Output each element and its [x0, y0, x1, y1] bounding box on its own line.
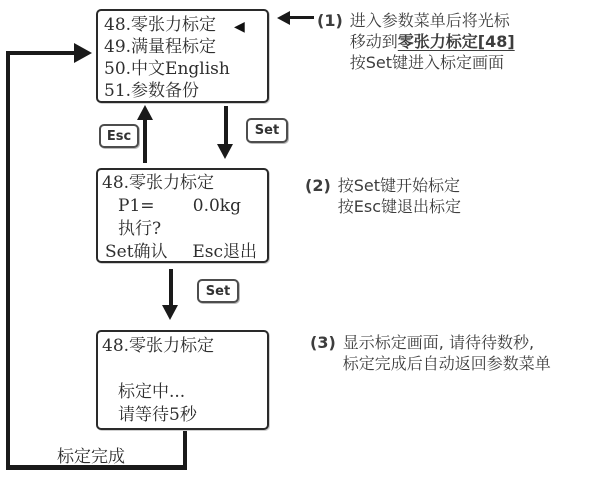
confirm-softkeys — [102, 241, 267, 264]
confirm-prompt-text: 执行? — [118, 219, 162, 239]
step-2-number: (2) — [305, 176, 331, 195]
feedback-arrowhead-icon — [74, 43, 92, 63]
esc-key-button: Esc — [99, 124, 139, 148]
step1-pointer-line — [289, 16, 314, 19]
menu-item-49: 49.满量程标定 — [104, 37, 217, 57]
down-arrow1-shaft — [224, 106, 228, 145]
feedback-line-left — [6, 51, 10, 470]
calibrating-wait-text: 请等待5秒 — [118, 405, 197, 425]
cursor-icon: ◀ — [234, 19, 245, 35]
up-arrow-shaft — [143, 119, 147, 163]
step-2 — [305, 175, 461, 217]
calibration-done-label: 标定完成 — [57, 447, 125, 467]
calibrating-status-text: 标定中... — [118, 382, 186, 402]
softkey-set-confirm: Set确认 — [105, 242, 168, 262]
calibrating-wait — [102, 404, 267, 427]
step-1-line-2 — [350, 31, 515, 52]
down-arrowhead1-icon — [217, 144, 233, 159]
lcd-screen-calibrating — [96, 330, 269, 430]
down-arrow2-shaft — [169, 269, 173, 308]
step-1-number: (1) — [317, 11, 343, 30]
step-1-line-3: 按Set键进入标定画面 — [349, 53, 505, 72]
lcd-screen-confirm — [96, 168, 269, 263]
step-3-line-1: 显示标定画面, 请待待数秒, — [342, 333, 535, 352]
set-key-button-middle: Set — [197, 279, 239, 303]
step-3-number: (3) — [310, 333, 336, 352]
feedback-line-drop — [183, 430, 187, 467]
confirm-prompt — [102, 218, 267, 241]
feedback-line-top — [6, 51, 76, 55]
step-1-line-1: 进入参数菜单后将光标 — [349, 11, 510, 30]
p1-label: P1= — [118, 196, 155, 216]
p1-value: 0.0kg — [192, 196, 241, 216]
up-arrowhead-icon — [137, 105, 153, 120]
step-2-line-2: 按Esc键退出标定 — [337, 197, 462, 216]
step-1-line-2-prefix: 移动到 — [349, 32, 398, 51]
confirm-title: 48.零张力标定 — [102, 173, 215, 193]
down-arrowhead2-icon — [162, 305, 178, 320]
calibrating-blank-row — [102, 358, 267, 381]
step-3-line-2: 标定完成后自动返回参数菜单 — [342, 354, 551, 373]
menu-item-50: 50.中文English — [104, 59, 230, 79]
menu-item-48 — [104, 14, 267, 36]
calibrating-title: 48.零张力标定 — [102, 336, 215, 356]
step-3 — [310, 332, 551, 374]
step-1 — [317, 10, 515, 73]
calibrating-status — [102, 381, 267, 404]
menu-item-48-label: 48.零张力标定 — [104, 15, 217, 35]
menu-item-51: 51.参数备份 — [104, 81, 200, 101]
step-2-line-1: 按Set键开始标定 — [337, 176, 461, 195]
softkey-esc-exit: Esc退出 — [192, 242, 257, 262]
step-1-line-2-underlined: 零张力标定[48] — [397, 32, 515, 51]
set-key-button-top: Set — [246, 118, 288, 143]
confirm-p1-row — [102, 195, 267, 218]
lcd-screen-menu — [96, 9, 269, 103]
